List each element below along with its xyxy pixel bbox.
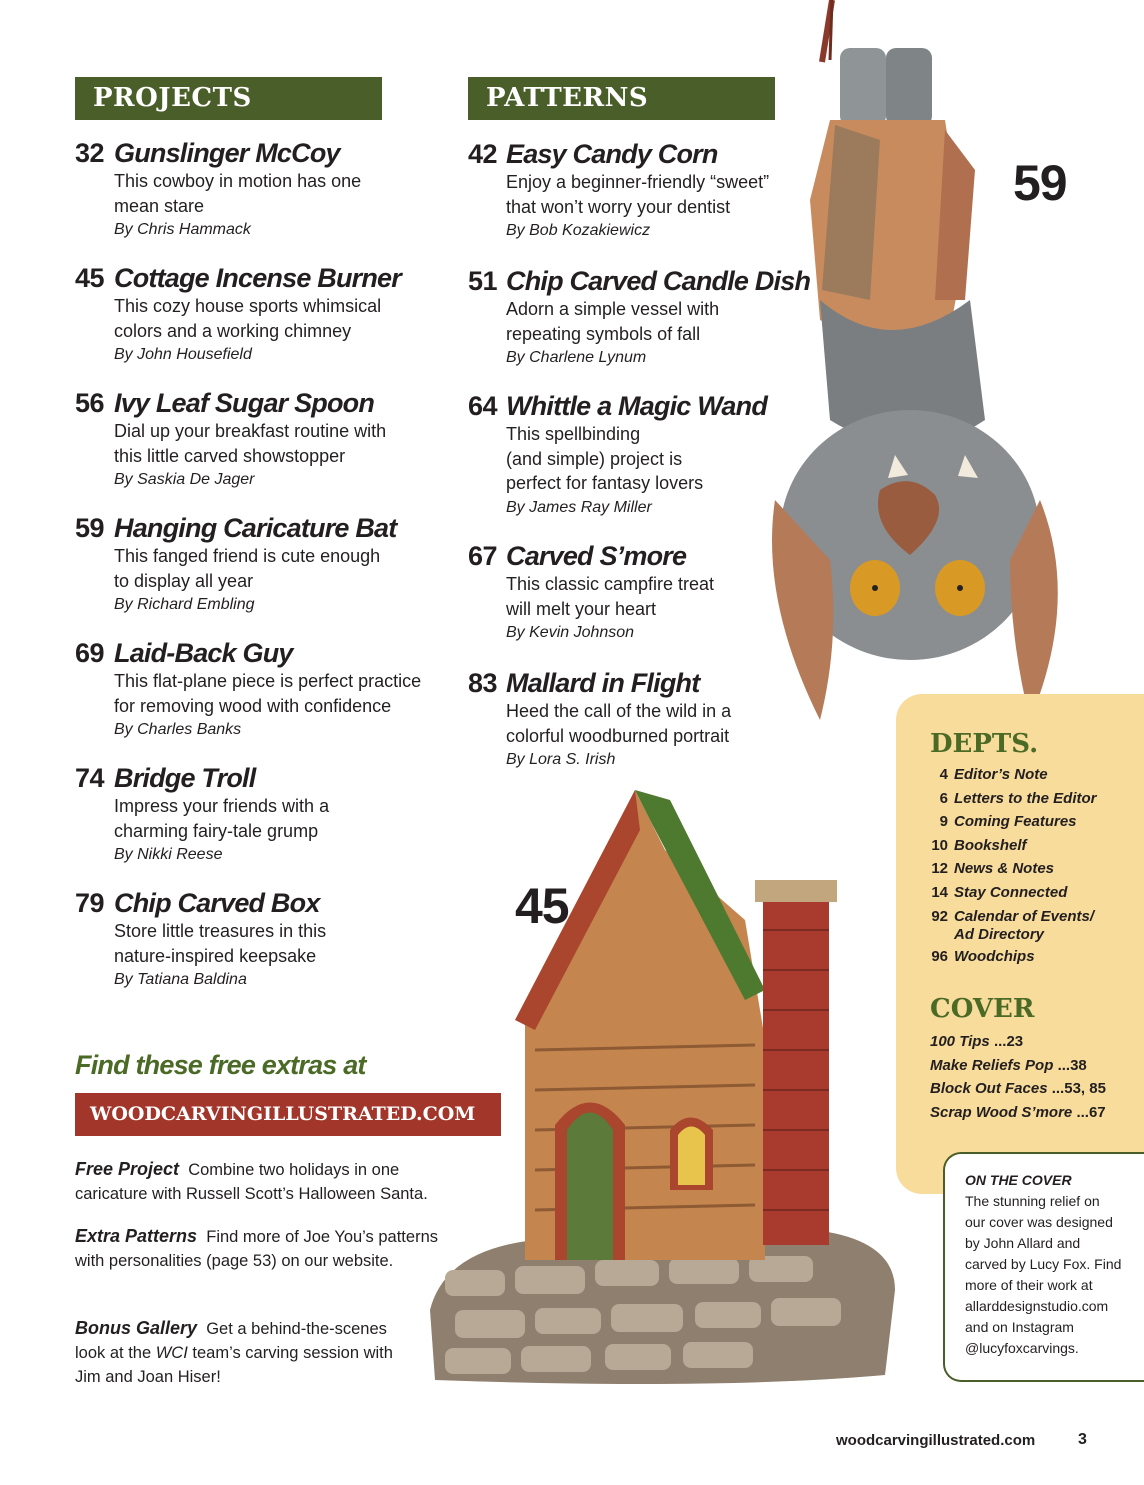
project-description: This flat-plane piece is perfect practice for removing wood with confidence [114, 671, 422, 716]
dept-title: News & Notes [954, 860, 1055, 877]
project-page-number: 32 [75, 138, 105, 168]
cover-heading: COVER [930, 994, 1035, 1024]
extra-text: Get a behind-the-scenes look at the [75, 1320, 387, 1362]
project-author: By Saskia De Jager [114, 471, 255, 488]
dept-page: 12 [931, 860, 948, 877]
project-page-number: 45 [75, 263, 105, 293]
project-description: This fanged friend is cute enough to display all year [114, 546, 381, 591]
pattern-page-number: 42 [468, 139, 498, 169]
pattern-author: By Kevin Johnson [506, 624, 635, 641]
pattern-title: Whittle a Magic Wand [506, 391, 768, 421]
extras-heading: Find these free extras at [75, 1050, 366, 1080]
project-description: This cowboy in motion has one mean stare [114, 171, 362, 216]
pattern-description: Adorn a simple vessel with repeating symbols of fall [506, 299, 720, 344]
dept-page: 4 [939, 766, 948, 783]
dept-title: Bookshelf [954, 837, 1027, 854]
project-author: By Nikki Reese [114, 846, 223, 863]
cover-pages: ...67 [1076, 1104, 1106, 1121]
project-title: Bridge Troll [114, 763, 256, 793]
pattern-description: This spellbinding (and simple) project is perfect for fantasy lovers [506, 424, 704, 493]
cover-title: 100 Tips [930, 1033, 990, 1050]
cover-pages: ...23 [993, 1033, 1024, 1050]
pattern-title: Mallard in Flight [506, 668, 700, 698]
project-page-number: 74 [75, 763, 105, 793]
cover-pages: ...38 [1057, 1057, 1087, 1074]
house-page-label: 45 [515, 878, 569, 934]
pattern-title: Easy Candy Corn [506, 139, 718, 169]
bat-page-label: 59 [1013, 155, 1067, 211]
cover-item[interactable] [930, 1104, 1106, 1122]
extra-text: team’s carving session with Jim and Joan Hiser! [75, 1344, 393, 1386]
pattern-description: Enjoy a beginner-friendly “sweet” that won’t worry your dentist [506, 172, 770, 217]
project-description: Impress your friends with a charming fairy-tale grump [114, 796, 330, 841]
project-page-number: 79 [75, 888, 105, 918]
dept-page: 14 [931, 884, 948, 901]
pattern-author: By Bob Kozakiewicz [506, 222, 651, 239]
patterns-heading: PATTERNS [468, 77, 775, 120]
project-description: Store little treasures in this nature-inspired keepsake [114, 921, 327, 966]
project-page-number: 59 [75, 513, 105, 543]
depts-heading: DEPTS. [930, 729, 1039, 759]
dept-title: Coming Features [954, 813, 1077, 830]
website-link[interactable]: WOODCARVINGILLUSTRATED.COM [75, 1093, 501, 1136]
cover-title: Scrap Wood S’more [930, 1104, 1073, 1121]
page-number: 3 [1078, 1431, 1087, 1448]
dept-item[interactable] [920, 884, 1067, 902]
dept-item[interactable] [920, 790, 1097, 808]
cover-item[interactable] [930, 1057, 1087, 1075]
pattern-description: This classic campfire treat will melt your heart [506, 574, 715, 619]
dept-title: Calendar of Events/ Ad Directory [954, 908, 1095, 943]
project-author: By Chris Hammack [114, 221, 251, 238]
extra-text-emphasis: WCI [155, 1344, 188, 1362]
pattern-description: Heed the call of the wild in a colorful woodburned portrait [506, 701, 732, 746]
project-title: Chip Carved Box [114, 888, 320, 918]
project-author: By Tatiana Baldina [114, 971, 247, 988]
footer-website[interactable]: woodcarvingillustrated.com [836, 1432, 1036, 1449]
dept-page: 6 [939, 790, 948, 807]
pattern-page-number: 83 [468, 668, 498, 698]
dept-title: Stay Connected [954, 884, 1068, 901]
extra-bonus-gallery [75, 1316, 405, 1389]
project-title: Gunslinger McCoy [114, 138, 340, 168]
project-author: By John Housefield [114, 346, 252, 363]
dept-item[interactable] [920, 860, 1054, 878]
dept-page: 9 [939, 813, 948, 830]
pattern-title: Chip Carved Candle Dish [506, 266, 811, 296]
extra-label: Bonus Gallery [75, 1318, 198, 1338]
dept-page: 10 [931, 837, 948, 854]
dept-title: Editor’s Note [954, 766, 1048, 783]
hanging-bat-carving-image [760, 0, 1144, 740]
cottage-incense-burner-image [415, 790, 900, 1390]
pattern-page-number: 51 [468, 266, 498, 296]
cover-item[interactable] [930, 1033, 1023, 1051]
cover-pages: ...53, 85 [1051, 1080, 1106, 1097]
dept-item[interactable] [920, 948, 1035, 966]
projects-heading: PROJECTS [75, 77, 382, 120]
project-title: Laid-Back Guy [114, 638, 293, 668]
project-author: By Richard Embling [114, 596, 255, 613]
extra-text: Combine two holidays in one caricature with Russell Scott’s Halloween Santa. [75, 1161, 428, 1203]
on-the-cover-box [943, 1152, 1144, 1382]
project-page-number: 69 [75, 638, 105, 668]
pattern-author: By James Ray Miller [506, 499, 652, 516]
extra-text: Find more of Joe You’s patterns with personalities (page 53) on our website. [75, 1228, 438, 1270]
dept-page: 96 [931, 948, 948, 965]
pattern-author: By Charlene Lynum [506, 349, 647, 366]
cover-item[interactable] [930, 1080, 1106, 1098]
extra-label: Free Project [75, 1159, 180, 1179]
cover-title: Block Out Faces [930, 1080, 1048, 1097]
dept-item[interactable] [920, 813, 1077, 831]
dept-item[interactable] [920, 837, 1027, 855]
project-title: Ivy Leaf Sugar Spoon [114, 388, 375, 418]
extra-patterns [75, 1224, 455, 1273]
pattern-page-number: 67 [468, 541, 498, 571]
extra-label: Extra Patterns [75, 1226, 198, 1246]
project-page-number: 56 [75, 388, 105, 418]
dept-page: 92 [931, 908, 948, 925]
project-title: Cottage Incense Burner [114, 263, 401, 293]
dept-title: Letters to the Editor [954, 790, 1097, 807]
project-title: Hanging Caricature Bat [114, 513, 397, 543]
on-the-cover-text: The stunning relief on our cover was designed by John Allard and carved by Lucy Fox. Find more of their work at allarddesignstudio.com and on Instagram @lucyfoxcarvings. [965, 1193, 1122, 1356]
on-the-cover-title: ON THE COVER [965, 1172, 1072, 1188]
cover-title: Make Reliefs Pop [930, 1057, 1054, 1074]
project-author: By Charles Banks [114, 721, 242, 738]
dept-title: Woodchips [954, 948, 1035, 965]
pattern-page-number: 64 [468, 391, 498, 421]
dept-item[interactable] [920, 908, 1094, 944]
extra-free-project [75, 1157, 455, 1206]
project-description: This cozy house sports whimsical colors and a working chimney [114, 296, 382, 341]
project-description: Dial up your breakfast routine with this little carved showstopper [114, 421, 387, 466]
dept-item[interactable] [920, 766, 1048, 784]
pattern-author: By Lora S. Irish [506, 751, 616, 768]
pattern-title: Carved S’more [506, 541, 687, 571]
